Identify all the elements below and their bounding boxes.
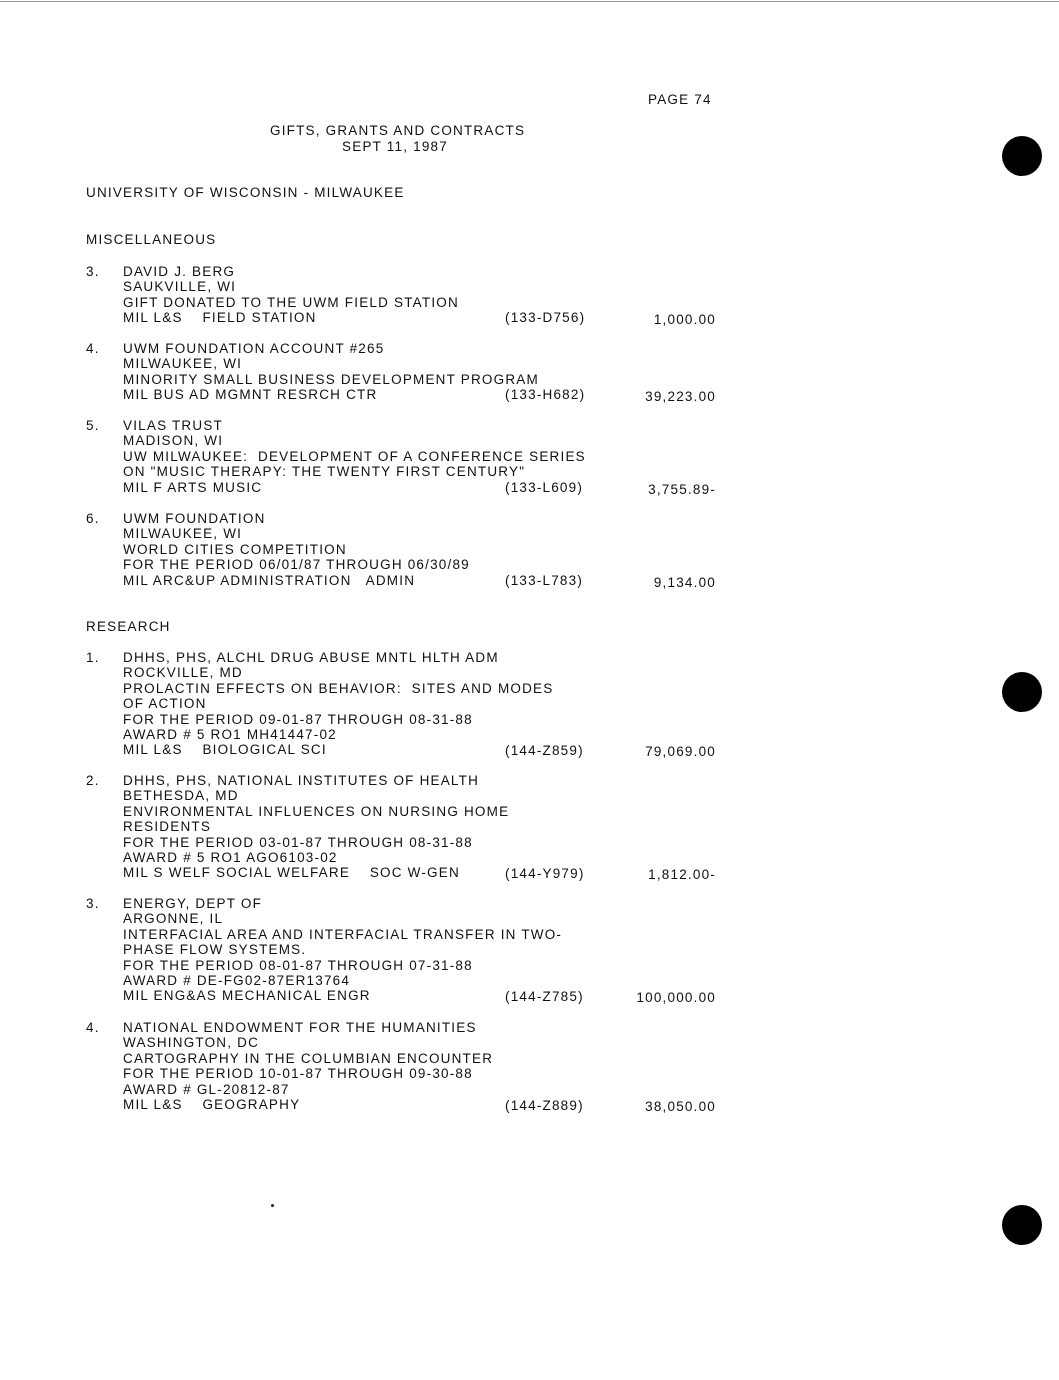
entry-line: AWARD # 5 RO1 AGO6103-02 [123,849,338,865]
entry-line: WORLD CITIES COMPETITION [123,541,347,557]
account-code: (133-L609) [505,480,584,495]
entry-research-4 [86,1020,746,1115]
account-code: (133-H682) [505,387,586,402]
entry-line: MIL L&S GEOGRAPHY [123,1096,301,1112]
entry-number: 5. [86,418,100,433]
entry-line: ENERGY, DEPT OF [123,896,263,911]
entry-line: BETHESDA, MD [123,788,239,804]
amount: 79,069.00 [645,744,716,759]
entry-misc-5 [86,418,746,496]
top-edge-line [0,1,1059,2]
entry-line: FOR THE PERIOD 09-01-87 THROUGH 08-31-88 [123,711,473,727]
punch-hole-top [1002,136,1042,176]
entry-line: MIL ARC&UP ADMINISTRATION ADMIN [123,572,416,588]
entry-line: FOR THE PERIOD 03-01-87 THROUGH 08-31-88 [123,834,473,850]
entry-line: UW MILWAUKEE: DEVELOPMENT OF A CONFERENCE SERIES [123,448,586,464]
entry-line: SAUKVILLE, WI [123,279,237,295]
amount: 9,134.00 [653,575,716,590]
account-code: (144-Z859) [505,743,584,758]
page-number: PAGE 74 [648,92,712,107]
entry-line: MILWAUKEE, WI [123,526,243,542]
amount: 1,812.00- [648,867,716,882]
amount: 1,000.00 [653,312,716,327]
entry-line: ARGONNE, IL [123,911,224,927]
entry-line: MIL S WELF SOCIAL WELFARE SOC W-GEN [123,865,460,881]
entry-line: MIL ENG&AS MECHANICAL ENGR [123,988,371,1004]
entry-line: CARTOGRAPHY IN THE COLUMBIAN ENCOUNTER [123,1050,494,1066]
section-title-miscellaneous: MISCELLANEOUS [86,232,217,247]
entry-line: WASHINGTON, DC [123,1035,260,1051]
entry-number: 2. [86,773,100,788]
entry-misc-3 [86,264,746,326]
entry-line: AWARD # 5 RO1 MH41447-02 [123,726,337,742]
entry-number: 3. [86,896,100,911]
entry-line: VILAS TRUST [123,418,223,433]
entry-line: ENVIRONMENTAL INFLUENCES ON NURSING HOME [123,803,510,819]
account-code: (144-Z785) [505,989,584,1004]
entry-line: ON "MUSIC THERAPY: THE TWENTY FIRST CENTURY" [123,464,526,480]
entry-line: NATIONAL ENDOWMENT FOR THE HUMANITIES [123,1020,477,1035]
amount: 38,050.00 [645,1099,716,1114]
entry-line: MADISON, WI [123,433,224,449]
entry-line: FOR THE PERIOD 08-01-87 THROUGH 07-31-88 [123,957,473,973]
entry-research-2 [86,773,746,883]
entry-line: RESIDENTS [123,819,212,835]
amount: 100,000.00 [636,990,716,1005]
entry-line: DHHS, PHS, NATIONAL INSTITUTES OF HEALTH [123,773,480,788]
entry-number: 6. [86,511,100,526]
entry-line: AWARD # GL-20812-87 [123,1081,290,1097]
amount: 39,223.00 [645,389,716,404]
entry-line: MIL F ARTS MUSIC [123,479,263,495]
amount: 3,755.89- [648,482,716,497]
account-code: (144-Y979) [505,866,585,881]
entry-number: 3. [86,264,100,279]
account-code: (133-L783) [505,573,584,588]
entry-line: FOR THE PERIOD 10-01-87 THROUGH 09-30-88 [123,1066,473,1082]
speck-mark [271,1204,274,1207]
entry-number: 4. [86,1020,100,1035]
entry-misc-6 [86,511,746,589]
account-code: (133-D756) [505,310,586,325]
punch-hole-middle [1002,672,1042,712]
entry-line: MIL BUS AD MGMNT RESRCH CTR [123,387,378,403]
entry-line: FOR THE PERIOD 06/01/87 THROUGH 06/30/89 [123,557,470,573]
entry-line: GIFT DONATED TO THE UWM FIELD STATION [123,294,459,310]
entry-number: 1. [86,650,100,665]
entry-line: ROCKVILLE, MD [123,665,243,681]
entry-line: MINORITY SMALL BUSINESS DEVELOPMENT PROGRAM [123,371,539,387]
entry-line: MILWAUKEE, WI [123,356,243,372]
section-title-research: RESEARCH [86,619,171,634]
entry-line: MIL L&S BIOLOGICAL SCI [123,742,327,758]
entry-line: DHHS, PHS, ALCHL DRUG ABUSE MNTL HLTH ADM [123,650,499,665]
entry-line: PHASE FLOW SYSTEMS. [123,942,307,958]
institution-name: UNIVERSITY OF WISCONSIN - MILWAUKEE [86,185,405,200]
entry-line: UWM FOUNDATION [123,511,266,526]
entry-line: AWARD # DE-FG02-87ER13764 [123,972,351,988]
entry-number: 4. [86,341,100,356]
document-title: GIFTS, GRANTS AND CONTRACTS [270,123,526,138]
entry-line: MIL L&S FIELD STATION [123,310,317,326]
entry-line: PROLACTIN EFFECTS ON BEHAVIOR: SITES AND MODES [123,680,554,696]
account-code: (144-Z889) [505,1098,584,1113]
punch-hole-bottom [1002,1205,1042,1245]
entry-research-1 [86,650,746,760]
entry-misc-4 [86,341,746,403]
document-date: SEPT 11, 1987 [342,139,448,154]
entry-line: DAVID J. BERG [123,264,236,279]
entry-line: OF ACTION [123,696,207,712]
entry-line: UWM FOUNDATION ACCOUNT #265 [123,341,385,356]
entry-line: INTERFACIAL AREA AND INTERFACIAL TRANSFER IN TWO- [123,926,563,942]
entry-research-3 [86,896,746,1006]
